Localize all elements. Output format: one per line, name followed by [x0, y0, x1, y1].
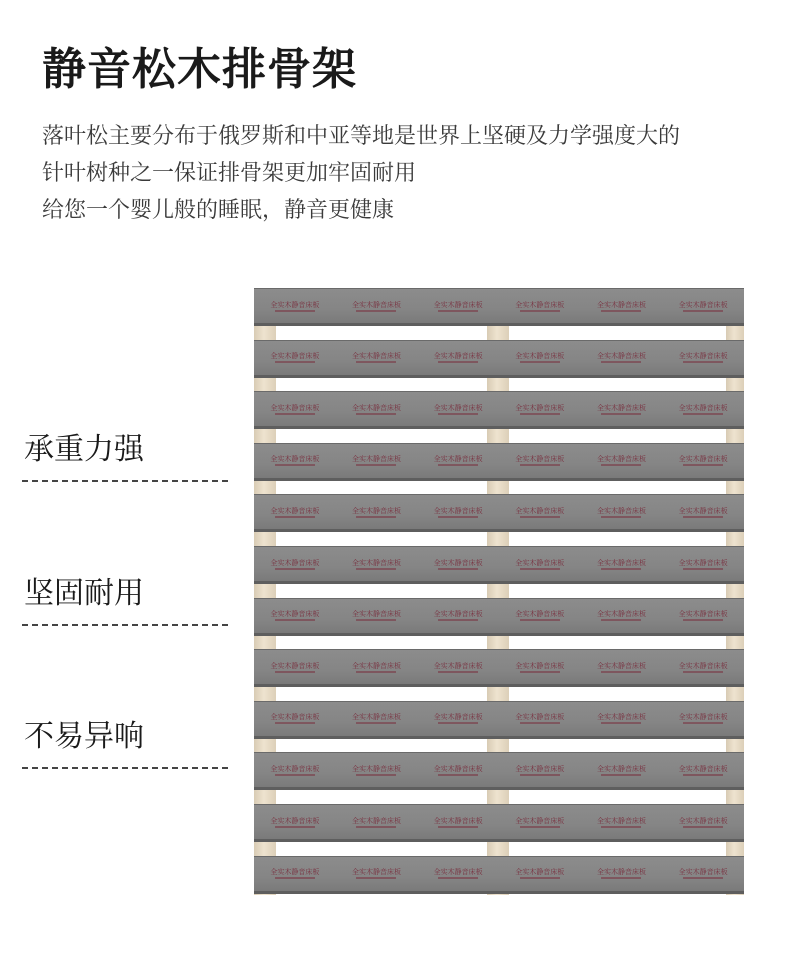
slat-stamp-text: 全实木静音床板 — [270, 610, 320, 619]
feature-label: 坚固耐用 — [24, 576, 144, 611]
slat-stamp — [515, 559, 564, 570]
bed-slat — [254, 805, 744, 839]
slat-stamp-text: 全实木静音床板 — [678, 455, 728, 464]
slat-stamp-subtext — [683, 826, 723, 828]
slat-stamp — [515, 817, 564, 828]
feature-durable — [22, 574, 228, 626]
slat-stamp-text: 全实木静音床板 — [678, 352, 728, 361]
slat-stamp-subtext — [601, 722, 641, 724]
slat-stamp-text: 全实木静音床板 — [596, 558, 646, 567]
slat-stamp — [352, 868, 401, 879]
slat-stamp — [352, 817, 401, 828]
slat-stamp-subtext — [520, 516, 560, 518]
slat-stamp — [270, 352, 319, 363]
slat-stamp-subtext — [438, 722, 478, 724]
slat-stamp — [270, 765, 319, 776]
slat-stamp-text: 全实木静音床板 — [270, 455, 320, 464]
slat-stamp — [515, 610, 564, 621]
slat-stamp-text: 全实木静音床板 — [515, 868, 565, 877]
slat-stamp-text: 全实木静音床板 — [596, 352, 646, 361]
slat-stamp-subtext — [356, 774, 396, 776]
slat-stamp-text: 全实木静音床板 — [678, 558, 728, 567]
slat-stamp-text: 全实木静音床板 — [351, 506, 401, 515]
slat-stamp-text: 全实木静音床板 — [270, 300, 320, 309]
slat-stamp-subtext — [438, 774, 478, 776]
slat-stamp-text: 全实木静音床板 — [433, 403, 483, 412]
slat-stamp-subtext — [601, 310, 641, 312]
slat-stamp-subtext — [275, 826, 315, 828]
slat-stamp-text: 全实木静音床板 — [433, 300, 483, 309]
slat-stamp — [434, 507, 483, 518]
slat-stamp — [515, 404, 564, 415]
slat-stamp-text: 全实木静音床板 — [678, 300, 728, 309]
slat-stamp-subtext — [683, 464, 723, 466]
slat-stamp-subtext — [356, 877, 396, 879]
slat-stamp-text: 全实木静音床板 — [270, 713, 320, 722]
slat-stamp-subtext — [356, 361, 396, 363]
slat-stamp-subtext — [438, 413, 478, 415]
slat-stamp-subtext — [275, 619, 315, 621]
slat-stamp — [434, 559, 483, 570]
slat-stamp-subtext — [520, 722, 560, 724]
slat-stamp — [270, 404, 319, 415]
slat-stamp-subtext — [356, 413, 396, 415]
slat-stamp-text: 全实木静音床板 — [433, 661, 483, 670]
slat-stamp-text: 全实木静音床板 — [270, 764, 320, 773]
slat-stamp-text: 全实木静音床板 — [351, 455, 401, 464]
slat-stamp-subtext — [520, 568, 560, 570]
slat-stamp-text: 全实木静音床板 — [433, 352, 483, 361]
slat-stamp-subtext — [683, 877, 723, 879]
slat-stamp-text: 全实木静音床板 — [596, 506, 646, 515]
slat-stamp-text: 全实木静音床板 — [433, 764, 483, 773]
slat-stamp — [679, 868, 728, 879]
slat-stamp-text: 全实木静音床板 — [515, 713, 565, 722]
description-line: 给您一个婴儿般的睡眠，静音更健康 — [42, 198, 395, 223]
slat-stamp — [597, 713, 646, 724]
slat-stamp-text: 全实木静音床板 — [515, 455, 565, 464]
slat-stamp-text: 全实木静音床板 — [270, 816, 320, 825]
dashed-divider — [22, 480, 228, 482]
slat-stamp — [352, 713, 401, 724]
slat-stamp-subtext — [683, 413, 723, 415]
slat-stamp — [270, 868, 319, 879]
slat-stamp-subtext — [275, 774, 315, 776]
slat-stamp — [352, 507, 401, 518]
slat-stamp-subtext — [601, 826, 641, 828]
bed-slat — [254, 444, 744, 478]
bed-slat — [254, 392, 744, 426]
slat-stamp — [597, 868, 646, 879]
description-line: 针叶树种之一保证排骨架更加牢固耐用 — [42, 161, 417, 186]
slat-stamp — [270, 817, 319, 828]
slat-stamp-subtext — [601, 568, 641, 570]
slat-stamp-text: 全实木静音床板 — [351, 558, 401, 567]
slat-stamp-text: 全实木静音床板 — [270, 661, 320, 670]
dashed-divider — [22, 624, 228, 626]
slat-stamp-subtext — [683, 722, 723, 724]
slat-stamp — [679, 455, 728, 466]
slat-stamp-subtext — [275, 722, 315, 724]
slat-stamp-subtext — [438, 310, 478, 312]
slat-stamp — [434, 404, 483, 415]
bed-slat — [254, 547, 744, 581]
slat-stamp — [434, 713, 483, 724]
slat-stamp-subtext — [438, 826, 478, 828]
description — [42, 118, 762, 229]
slat-stamp-text: 全实木静音床板 — [678, 764, 728, 773]
slat-stamp-subtext — [356, 464, 396, 466]
slat-stamp-text: 全实木静音床板 — [351, 661, 401, 670]
slat-stamp-subtext — [601, 464, 641, 466]
slat-stamp-text: 全实木静音床板 — [433, 610, 483, 619]
slat-stamp-subtext — [275, 671, 315, 673]
bed-slat — [254, 650, 744, 684]
slat-stamp-text: 全实木静音床板 — [596, 403, 646, 412]
slat-stamp — [270, 610, 319, 621]
slat-stamp-text: 全实木静音床板 — [270, 868, 320, 877]
slat-stamp-subtext — [601, 671, 641, 673]
slat-stamp-subtext — [275, 413, 315, 415]
slat-stamp — [597, 301, 646, 312]
slat-stamp-subtext — [438, 619, 478, 621]
slat-stamp-text: 全实木静音床板 — [515, 816, 565, 825]
slat-bed-frame-image — [254, 288, 744, 895]
slat-stamp-text: 全实木静音床板 — [351, 300, 401, 309]
slat-stamp — [352, 662, 401, 673]
slat-stamp — [515, 455, 564, 466]
slat-stamp-subtext — [356, 516, 396, 518]
slat-stamp — [597, 817, 646, 828]
slat-stamp — [515, 662, 564, 673]
slat-stamp — [515, 765, 564, 776]
slat-stamp-subtext — [520, 774, 560, 776]
slat-stamp — [679, 352, 728, 363]
slat-stamp — [270, 455, 319, 466]
feature-label: 承重力强 — [24, 432, 144, 467]
slat-stamp-subtext — [356, 671, 396, 673]
slat-stamp — [434, 455, 483, 466]
slat-stamp-text: 全实木静音床板 — [596, 816, 646, 825]
slat-stamp — [434, 868, 483, 879]
slat-stamp-subtext — [356, 826, 396, 828]
slat-stamp — [434, 610, 483, 621]
slat-stamp-text: 全实木静音床板 — [596, 868, 646, 877]
slat-stamp — [597, 662, 646, 673]
slat-stamp — [597, 559, 646, 570]
slat-stamp — [679, 507, 728, 518]
slat-stamp — [515, 868, 564, 879]
bed-slat — [254, 495, 744, 529]
slat-stamp-text: 全实木静音床板 — [433, 868, 483, 877]
slat-stamp — [352, 455, 401, 466]
slat-stamp-text: 全实木静音床板 — [515, 352, 565, 361]
slat-stamp — [515, 301, 564, 312]
slat-stamp-subtext — [275, 464, 315, 466]
description-line: 落叶松主要分布于俄罗斯和中亚等地是世界上坚硬及力学强度大的 — [42, 124, 681, 149]
slat-stamp-subtext — [275, 877, 315, 879]
slat-stamp-subtext — [520, 671, 560, 673]
bed-slat — [254, 857, 744, 891]
slat-stamp-subtext — [520, 464, 560, 466]
slat-stamp — [352, 301, 401, 312]
slat-stamp-subtext — [438, 464, 478, 466]
slat-stamp — [352, 352, 401, 363]
slat-stamp-subtext — [683, 568, 723, 570]
wood-support-rail — [487, 288, 509, 895]
bed-slat — [254, 753, 744, 787]
slat-stamp — [679, 559, 728, 570]
slat-stamp-text: 全实木静音床板 — [351, 816, 401, 825]
slat-stamp-text: 全实木静音床板 — [270, 506, 320, 515]
slat-stamp — [679, 713, 728, 724]
slat-stamp — [352, 765, 401, 776]
slat-stamp — [597, 507, 646, 518]
slat-stamp — [679, 817, 728, 828]
slat-stamp-subtext — [683, 361, 723, 363]
slat-stamp-text: 全实木静音床板 — [433, 455, 483, 464]
page-title: 静音松木排骨架 — [42, 44, 357, 95]
slat-stamp — [597, 352, 646, 363]
slat-stamp — [434, 301, 483, 312]
feature-label: 不易异响 — [24, 719, 144, 754]
slat-stamp-subtext — [356, 722, 396, 724]
slat-stamp-subtext — [438, 361, 478, 363]
feature-no-noise — [22, 717, 228, 769]
bed-slat — [254, 341, 744, 375]
slat-stamp-text: 全实木静音床板 — [515, 610, 565, 619]
slat-stamp-subtext — [601, 516, 641, 518]
slat-stamp-subtext — [601, 413, 641, 415]
slat-stamp — [352, 610, 401, 621]
slat-stamp-text: 全实木静音床板 — [351, 764, 401, 773]
slat-stamp — [515, 352, 564, 363]
slat-stamp-text: 全实木静音床板 — [678, 713, 728, 722]
slat-stamp-subtext — [275, 516, 315, 518]
slat-stamp-subtext — [356, 310, 396, 312]
slat-stamp-text: 全实木静音床板 — [270, 352, 320, 361]
slat-stamp-subtext — [683, 619, 723, 621]
slat-stamp — [679, 404, 728, 415]
slat-stamp-text: 全实木静音床板 — [678, 868, 728, 877]
bed-slat — [254, 599, 744, 633]
slat-stamp-text: 全实木静音床板 — [270, 558, 320, 567]
slat-stamp — [434, 765, 483, 776]
slat-stamp-text: 全实木静音床板 — [515, 300, 565, 309]
slat-stamp-subtext — [520, 310, 560, 312]
slat-stamp-text: 全实木静音床板 — [515, 764, 565, 773]
slat-stamp — [434, 662, 483, 673]
slat-stamp-subtext — [601, 877, 641, 879]
slat-stamp — [515, 507, 564, 518]
slat-stamp-subtext — [520, 413, 560, 415]
slat-stamp-subtext — [601, 361, 641, 363]
slat-stamp — [270, 713, 319, 724]
bed-slat — [254, 702, 744, 736]
slat-stamp-text: 全实木静音床板 — [433, 558, 483, 567]
slat-stamp-subtext — [275, 568, 315, 570]
slat-stamp-text: 全实木静音床板 — [515, 403, 565, 412]
slat-stamp-text: 全实木静音床板 — [515, 661, 565, 670]
slat-stamp-text: 全实木静音床板 — [596, 610, 646, 619]
slat-stamp-subtext — [356, 619, 396, 621]
slat-stamp-text: 全实木静音床板 — [596, 300, 646, 309]
slat-stamp — [679, 301, 728, 312]
wood-support-rail — [254, 288, 276, 895]
slat-stamp-subtext — [683, 310, 723, 312]
slat-stamp-text: 全实木静音床板 — [433, 506, 483, 515]
slat-stamp-subtext — [520, 826, 560, 828]
slat-stamp-text: 全实木静音床板 — [678, 403, 728, 412]
slat-stamp — [679, 765, 728, 776]
slat-stamp — [270, 662, 319, 673]
slat-stamp — [270, 507, 319, 518]
slat-stamp-text: 全实木静音床板 — [678, 610, 728, 619]
slat-stamp-text: 全实木静音床板 — [678, 661, 728, 670]
slat-stamp-subtext — [438, 671, 478, 673]
slat-stamp-text: 全实木静音床板 — [678, 506, 728, 515]
slat-stamp — [352, 559, 401, 570]
slat-stamp-subtext — [683, 774, 723, 776]
slat-stamp — [679, 610, 728, 621]
slat-stamp — [515, 713, 564, 724]
slat-stamp-text: 全实木静音床板 — [596, 713, 646, 722]
slat-stamp-subtext — [438, 568, 478, 570]
slat-stamp-subtext — [356, 568, 396, 570]
slat-stamp-subtext — [601, 774, 641, 776]
slat-stamp-subtext — [601, 619, 641, 621]
slat-stamp-text: 全实木静音床板 — [433, 816, 483, 825]
slat-stamp-subtext — [683, 516, 723, 518]
bed-slat — [254, 289, 744, 323]
slat-stamp-subtext — [438, 877, 478, 879]
slat-stamp-text: 全实木静音床板 — [596, 661, 646, 670]
slat-stamp-subtext — [438, 516, 478, 518]
slat-stamp — [270, 559, 319, 570]
slat-stamp-text: 全实木静音床板 — [515, 506, 565, 515]
slat-stamp-text: 全实木静音床板 — [596, 455, 646, 464]
slat-stamp-text: 全实木静音床板 — [351, 403, 401, 412]
slat-stamp-subtext — [683, 671, 723, 673]
dashed-divider — [22, 767, 228, 769]
slat-stamp — [434, 352, 483, 363]
slat-stamp — [270, 301, 319, 312]
slat-stamp-subtext — [275, 310, 315, 312]
slat-stamp-subtext — [520, 361, 560, 363]
slat-stamp-text: 全实木静音床板 — [351, 868, 401, 877]
wood-support-rail — [726, 288, 744, 895]
slat-stamp — [434, 817, 483, 828]
slat-stamp — [679, 662, 728, 673]
slat-stamp — [352, 404, 401, 415]
slat-stamp-subtext — [520, 877, 560, 879]
slat-stamp-text: 全实木静音床板 — [596, 764, 646, 773]
slat-stamp-text: 全实木静音床板 — [351, 610, 401, 619]
slat-stamp-text: 全实木静音床板 — [270, 403, 320, 412]
slat-stamp-text: 全实木静音床板 — [678, 816, 728, 825]
slat-stamp-text: 全实木静音床板 — [433, 713, 483, 722]
feature-load-bearing — [22, 430, 228, 482]
slat-stamp — [597, 404, 646, 415]
slat-stamp-text: 全实木静音床板 — [515, 558, 565, 567]
slat-stamp — [597, 765, 646, 776]
slat-stamp — [597, 455, 646, 466]
slat-stamp-text: 全实木静音床板 — [351, 352, 401, 361]
slat-stamp — [597, 610, 646, 621]
slat-stamp-text: 全实木静音床板 — [351, 713, 401, 722]
slat-stamp-subtext — [275, 361, 315, 363]
slat-stamp-subtext — [520, 619, 560, 621]
